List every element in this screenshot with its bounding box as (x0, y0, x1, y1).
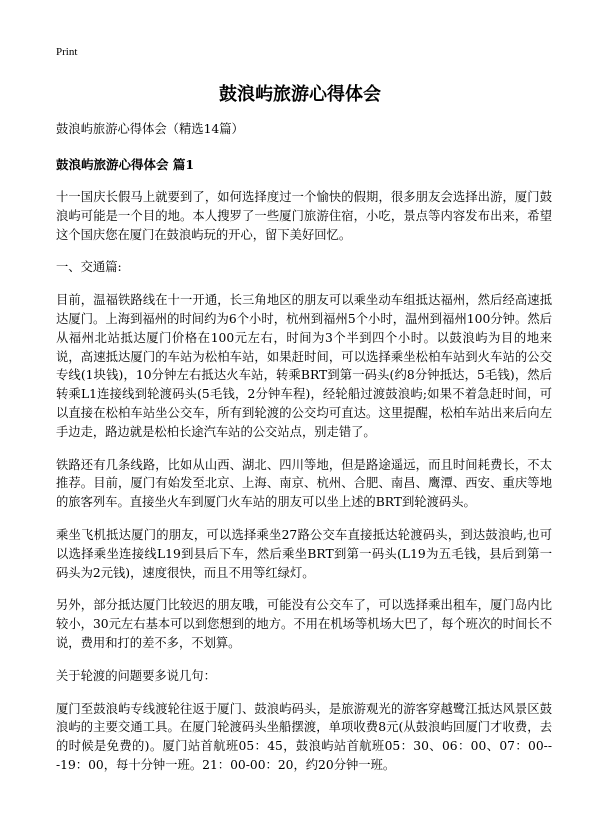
paragraph-railway: 铁路还有几条线路，比如从山西、湖北、四川等地，但是路途遥远，而且时间耗费长，不太推荐。目前，厦门有始发至北京、上海、南京、杭州、合肥、南昌、鹰潭、西安、重庆等地的旅客列车。直接坐火车到厦门火车站的朋友可以坐上述的BRT到轮渡码头。 (56, 457, 552, 510)
page-title: 鼓浪屿旅游心得体会 (219, 84, 381, 105)
paragraph-transport-heading: 一、交通篇: (56, 260, 122, 275)
paragraph-intro: 十一国庆长假马上就要到了，如何选择度过一个愉快的假期，很多朋友会选择出游，厦门鼓浪屿可能是一个目的地。本人搜罗了一些厦门旅游住宿，小吃，景点等内容发布出来，希望这个国庆您在厦门在鼓浪屿玩的开心，留下美好回忆。 (56, 190, 552, 242)
paragraph-taxi: 另外，部分抵达厦门比较迟的朋友哦，可能没有公交车了，可以选择乘出租车，厦门岛内比较小，30元左右基本可以到您想到的地方。不用在机场等机场大巴了，每个班次的时间长不说，费用和打的差不多，不划算。 (56, 598, 552, 650)
paragraph-flight: 乘坐飞机抵达厦门的朋友，可以选择乘坐27路公交车直接抵达轮渡码头，到达鼓浪屿,也可以选择乘坐连接线L19到县后下车，然后乘坐BRT到第一码头(L19为五毛钱，县后到第一码头为2元钱)，速度很快，而且不用等红绿灯。 (56, 527, 552, 580)
article-subtitle: 鼓浪屿旅游心得体会（精选14篇） (56, 122, 244, 136)
section-heading: 鼓浪屿旅游心得体会 篇1 (56, 157, 195, 172)
print-link[interactable]: Print (56, 46, 78, 58)
paragraph-ferry-heading: 关于轮渡的问题要多说几句： (56, 668, 216, 683)
paragraph-highspeed: 目前，温福铁路线在十一开通，长三角地区的朋友可以乘坐动车组抵达福州，然后经高速抵达厦门。上海到福州的时间约为6个小时，杭州到福州5个小时，温州到福州100分钟。然后从福州北站抵达厦门价格在100元左右，时间为3个半到四个小时。以鼓浪屿为目的地来说，高速抵达厦门的车站为松柏车站，如果赶时间，可以选择乘坐松柏车站到火车站的公交专线(1块钱)，10分钟左右抵达火车站，转乘BRT到第一码头(约8分钟抵达，5毛钱)，然后转乘L1连接线到轮渡码头(5毛钱，2分钟车程)，经轮船过渡鼓浪屿;如果不着急赶时间，可以直接在松柏车站坐公交车，所有到轮渡的公交均可直达。这里提醒，松柏车站出来后向左手边走，路边就是松柏长途汽车站的公交站点，别走错了。 (56, 293, 552, 439)
article-body (56, 120, 552, 789)
paragraph-ferry: 厦门至鼓浪屿专线渡轮往返于厦门、鼓浪屿码头，是旅游观光的游客穿越鹭江抵达风景区鼓浪屿的主要交通工具。在厦门轮渡码头坐船摆渡，单项收费8元(从鼓浪屿回厦门才收费，去的时候是免费的)。厦门站首航班05：45，鼓浪屿站首航班05：30、06：00、07：00---19：00，每十分钟一班。21：00-00：20，约20分钟一班。 (56, 701, 552, 772)
